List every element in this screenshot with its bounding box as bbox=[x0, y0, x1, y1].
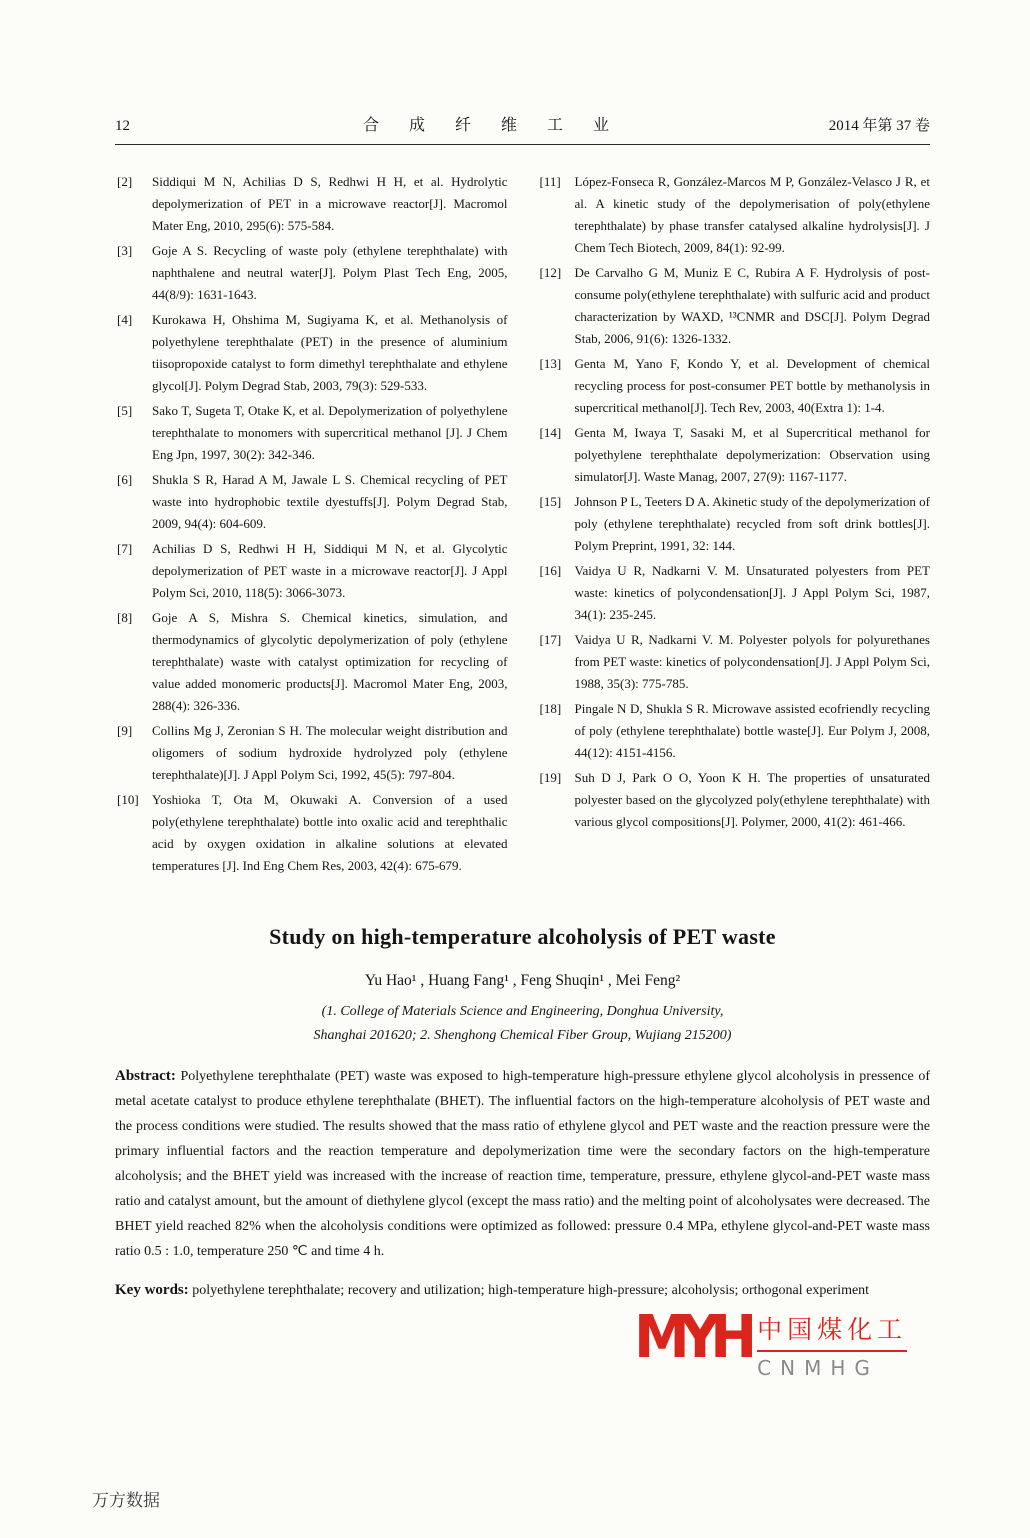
reference-label: [9] bbox=[117, 723, 133, 738]
keywords-label: Key words: bbox=[115, 1282, 189, 1298]
reference-label: [6] bbox=[117, 472, 133, 487]
reference-text: Sako T, Sugeta T, Otake K, et al. Depolymerization of polyethylene terephthalate to monomers with supercritical methanol [J]. J Chem Eng Jpn, 1997, 30(2): 342-346. bbox=[152, 403, 508, 462]
reference-item bbox=[538, 171, 931, 259]
cnmhg-logo-text bbox=[757, 1310, 907, 1380]
reference-text: Goje A S. Recycling of waste poly (ethylene terephthalate) with naphthalene and neutral water[J]. Polym Plast Tech Eng, 2005, 44(8/9): 1631-1643. bbox=[152, 243, 508, 302]
reference-list-left bbox=[115, 171, 508, 880]
running-header bbox=[115, 112, 930, 135]
cnmhg-logo-english: CNMHG bbox=[757, 1356, 879, 1380]
reference-item bbox=[115, 720, 508, 786]
affiliations bbox=[115, 1000, 930, 1048]
issue-label: 2014 年第 37 卷 bbox=[828, 118, 930, 134]
reference-item bbox=[538, 491, 931, 557]
reference-item bbox=[538, 560, 931, 626]
reference-item bbox=[115, 789, 508, 877]
reference-label: [11] bbox=[539, 174, 561, 189]
reference-text: Johnson P L, Teeters D A. Akinetic study of the depolymerization of poly (ethylene terephthalate) recycled from soft drink bottles[J]. Polym Preprint, 1991, 32: 144. bbox=[574, 494, 930, 553]
cnmhg-logo-icon: MYH bbox=[634, 1303, 748, 1372]
reference-label: [3] bbox=[117, 243, 133, 258]
reference-section bbox=[115, 171, 930, 880]
reference-label: [19] bbox=[539, 770, 562, 785]
reference-label: [14] bbox=[539, 425, 562, 440]
reference-list-right bbox=[538, 171, 931, 880]
reference-item bbox=[115, 400, 508, 466]
reference-text: Vaidya U R, Nadkarni V. M. Unsaturated polyesters from PET waste: kinetics of polycondensation[J]. J Appl Polym Sci, 1987, 34(1): 235-245. bbox=[574, 563, 930, 622]
header-divider bbox=[115, 144, 930, 145]
abstract-text: Polyethylene terephthalate (PET) waste was exposed to high-temperature high-pressure ethylene glycol alcoholysis in pressence of metal acetate catalyst to produce ethylene terephthalate (BHET). The influential factors on the high-temperature alcoholysis of PET waste and the process conditions were studied. The results showed that the mass ratio of ethylene glycol and PET waste and the reaction pressure were the primary influential factors and the reaction temperature and depolymerization time were the secondary factors on the high-temperature alcoholysis; and the BHET yield was increased with the increase of reaction time, temperature, pressure, ethylene glycol-and-PET waste mass ratio and catalyst amount, but the amount of diethylene glycol (except the mass ratio) and the melting point of alcoholysates were decreased. The BHET yield reached 82% when the alcoholysis conditions were optimized as followed: pressure 0.4 MPa, ethylene glycol-and-PET waste mass ratio 0.5 : 1.0, temperature 250 ℃ and time 4 h. bbox=[115, 1069, 930, 1259]
reference-label: [10] bbox=[117, 792, 139, 807]
reference-text: Achilias D S, Redhwi H H, Siddiqui M N, et al. Glycolytic depolymerization of PET waste in a microwave reactor[J]. J Appl Polym Sci, 2010, 118(5): 3066-3073. bbox=[152, 541, 508, 600]
reference-label: [13] bbox=[539, 356, 562, 371]
abstract-paragraph bbox=[115, 1064, 930, 1264]
reference-item bbox=[538, 353, 931, 419]
reference-label: [12] bbox=[539, 265, 562, 280]
reference-item bbox=[538, 629, 931, 695]
reference-label: [17] bbox=[539, 632, 562, 647]
reference-item bbox=[115, 469, 508, 535]
reference-text: Suh D J, Park O O, Yoon K H. The properties of unsaturated polyester based on the glycolyzed poly(ethylene terephthalate) with various glycol compositions[J]. Polymer, 2000, 41(2): 461-466. bbox=[574, 770, 930, 829]
reference-label: [2] bbox=[117, 174, 133, 189]
reference-item bbox=[115, 240, 508, 306]
reference-item bbox=[538, 698, 931, 764]
reference-label: [16] bbox=[539, 563, 562, 578]
cnmhg-logo-chinese: 中国煤化工 bbox=[757, 1310, 907, 1352]
reference-text: Goje A S, Mishra S. Chemical kinetics, simulation, and thermodynamics of glycolytic depolymerization of poly (ethylene terephthalate) waste with catalyst optimization for recycling of value added monomeric products[J]. Macromol Mater Eng, 2003, 288(4): 326-336. bbox=[152, 610, 508, 713]
reference-text: Yoshioka T, Ota M, Okuwaki A. Conversion of a used poly(ethylene terephthalate) bottle into oxalic acid and terephthalic acid by oxygen oxidation in alkaline solutions at elevated temperatures [J]. Ind Eng Chem Res, 2003, 42(4): 675-679. bbox=[152, 792, 508, 873]
reference-text: López-Fonseca R, González-Marcos M P, González-Velasco J R, et al. A kinetic study of the depolymerisation of poly(ethylene terephthalate) by phase transfer catalysed alkaline hydrolysis[J]. J Chem Tech Biotech, 2009, 84(1): 92-99. bbox=[574, 174, 930, 255]
reference-text: De Carvalho G M, Muniz E C, Rubira A F. Hydrolysis of post-consume poly(ethylene terephthalate) with sulfuric acid and product characterization by WAXD, ¹³CNMR and DSC[J]. Polym Degrad Stab, 2006, 91(6): 1326-1332. bbox=[574, 265, 930, 346]
reference-text: Pingale N D, Shukla S R. Microwave assisted ecofriendly recycling of poly (ethylene terephthalate) bottle waste[J]. Eur Polym J, 2008, 44(12): 4151-4156. bbox=[574, 701, 930, 760]
affiliation-line-2: Shanghai 201620; 2. Shenghong Chemical Fiber Group, Wujiang 215200) bbox=[313, 1028, 732, 1043]
reference-label: [4] bbox=[117, 312, 133, 327]
abstract-label: Abstract: bbox=[115, 1068, 176, 1084]
reference-item bbox=[115, 171, 508, 237]
keywords-text: polyethylene terephthalate; recovery and utilization; high-temperature high-pressure; alcoholysis; orthogonal experiment bbox=[188, 1283, 870, 1298]
reference-text: Siddiqui M N, Achilias D S, Redhwi H H, et al. Hydrolytic depolymerization of PET in a microwave reactor[J]. Macromol Mater Eng, 2010, 295(6): 575-584. bbox=[152, 174, 508, 233]
reference-label: [5] bbox=[117, 403, 133, 418]
reference-item bbox=[538, 767, 931, 833]
reference-item bbox=[538, 262, 931, 350]
reference-label: [15] bbox=[539, 494, 562, 509]
wanfang-stamp: 万方数据 bbox=[92, 1491, 160, 1511]
reference-text: Genta M, Yano F, Kondo Y, et al. Development of chemical recycling process for post-consumer PET bottle by methanolysis in supercritical methanol[J]. Tech Rev, 2003, 40(Extra 1): 1-4. bbox=[574, 356, 930, 415]
reference-label: [18] bbox=[539, 701, 562, 716]
reference-text: Shukla S R, Harad A M, Jawale L S. Chemical recycling of PET waste into hydrophobic textile dyestuffs[J]. Polym Degrad Stab, 2009, 94(4): 604-609. bbox=[152, 472, 508, 531]
journal-title: 合 成 纤 维 工 业 bbox=[362, 117, 622, 134]
reference-item bbox=[115, 538, 508, 604]
reference-item bbox=[115, 309, 508, 397]
reference-label: [7] bbox=[117, 541, 133, 556]
reference-text: Vaidya U R, Nadkarni V. M. Polyester polyols for polyurethanes from PET waste: kinetics of polycondensation[J]. J Appl Polym Sci, 1988, 35(3): 775-785. bbox=[574, 632, 930, 691]
authors-line: Yu Hao¹ , Huang Fang¹ , Feng Shuqin¹ , Mei Feng² bbox=[364, 972, 681, 989]
affiliation-line-1: (1. College of Materials Science and Engineering, Donghua University, bbox=[321, 1004, 724, 1019]
reference-item bbox=[115, 607, 508, 717]
page-number: 12 bbox=[115, 118, 130, 134]
article-title: Study on high-temperature alcoholysis of PET waste bbox=[269, 924, 776, 949]
reference-text: Genta M, Iwaya T, Sasaki M, et al Supercritical methanol for polyethylene terephthalate depolymerization: Observation using simulator[J]. Waste Manag, 2007, 27(9): 1167-1177. bbox=[574, 425, 930, 484]
keywords-paragraph bbox=[115, 1278, 930, 1303]
reference-item bbox=[538, 422, 931, 488]
reference-label: [8] bbox=[117, 610, 133, 625]
reference-text: Collins Mg J, Zeronian S H. The molecular weight distribution and oligomers of sodium hydroxide hydrolyzed poly (ethylene terephthalate)[J]. J Appl Polym Sci, 1992, 45(5): 797-804. bbox=[152, 723, 508, 782]
cnmhg-watermark-logo bbox=[628, 1303, 913, 1382]
reference-text: Kurokawa H, Ohshima M, Sugiyama K, et al. Methanolysis of polyethylene terephthalate (PET) in the presence of aluminium tiisopropoxide catalyst to form dimethyl terephthalate and ethylene glycol[J]. Polym Degrad Stab, 2003, 79(3): 529-533. bbox=[152, 312, 508, 393]
